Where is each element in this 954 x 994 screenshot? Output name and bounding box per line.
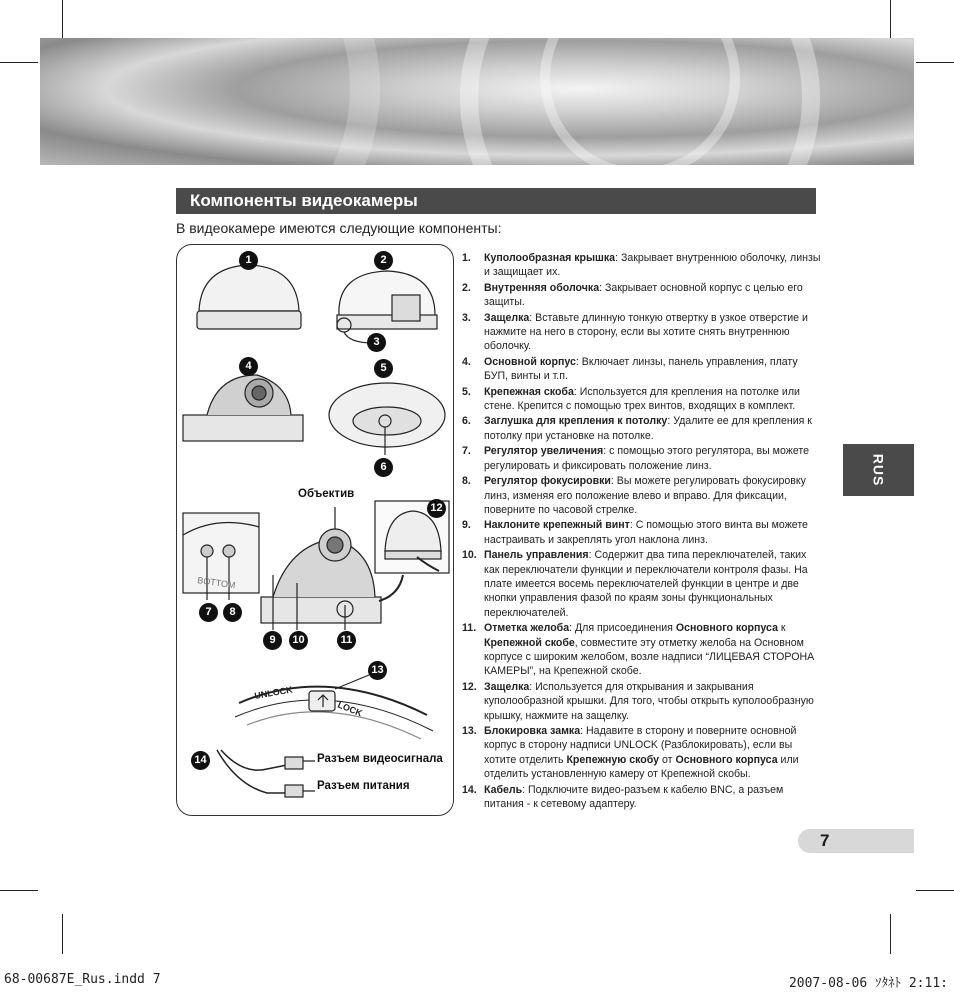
dome-cover-drawing: [199, 265, 299, 311]
main-body-drawing: [183, 415, 303, 441]
crop-mark: [0, 890, 38, 891]
badge-9: 9: [263, 631, 282, 650]
lens-label: Объектив: [298, 488, 355, 500]
list-item: 13. Блокировка замка: Надавите в сторону и поверните основной корпус в сторону надписи UNLOCK (Разблокировать), если вы хотите отделить Крепежную скобу от Основного корпуса или отделить установленную камеру от Крепежной скобы.: [462, 725, 799, 781]
badge-6: 6: [374, 458, 393, 477]
badge-3: 3: [367, 333, 386, 352]
badge-14: 14: [191, 751, 210, 770]
list-item: 7. Регулятор увеличения: с помощью этого регулятора, вы можете регулировать и фиксировать положение линз.: [462, 445, 809, 472]
crop-mark: [0, 62, 38, 63]
power-connector-label: Разъем питания: [317, 780, 410, 792]
footer-file-info: 68-00687E_Rus.indd 7: [4, 972, 161, 987]
page-number: 7: [798, 829, 914, 853]
badge-13: 13: [368, 661, 387, 680]
badge-8: 8: [223, 603, 242, 622]
list-item: 6. Заглушка для крепления к потолку: Удалите ее для крепления к потолку при установке на потолке.: [462, 415, 812, 442]
video-connector-label: Разъем видеосигнала: [317, 753, 443, 765]
list-item: 3. Защелка: Вставьте длинную тонкую отвертку в узкое отверстие и нажмите на него в сторону, если вы хотите снять внутреннюю оболочку.: [462, 311, 808, 353]
badge-10: 10: [289, 631, 308, 650]
crop-mark: [62, 0, 63, 38]
crop-mark: [62, 914, 63, 954]
camera-assembly-drawing: [261, 597, 381, 623]
list-item: 14. Кабель: Подключите видео-разъем к кабелю BNC, а разъем питания - к сетевому адаптеру.: [462, 783, 784, 811]
intro-text: В видеокамере имеются следующие компоненты:: [176, 220, 502, 236]
list-item: 12. Защелка: Используется для открывания и закрывания куполообразной крышки. Для того, чтобы открыть куполообразную крышку, нажмите на защелку.: [462, 680, 814, 722]
section-title: Компоненты видеокамеры: [176, 188, 816, 214]
header-banner-image: [40, 38, 914, 165]
list-item: 4. Основной корпус: Включает линзы, панель управления, плату БУП, винты и т.п.: [462, 355, 798, 383]
crop-mark: [916, 890, 954, 891]
bottom-text: BOTTOM: [196, 575, 237, 591]
list-item: 9. Наклоните крепежный винт: С помощью этого винта вы можете настраивать и закреплять угол наклона линз.: [462, 519, 808, 546]
badge-11: 11: [337, 631, 356, 650]
badge-1: 1: [239, 251, 258, 270]
list-item: 8. Регулятор фокусировки: Вы можете регулировать фокусировку линз, изменяя его положение влево и вправо. Для фиксации, поверните по часовой стрелке.: [462, 475, 806, 516]
list-item: 2. Внутренняя оболочка: Закрывает основной корпус с целью его защиты.: [462, 281, 803, 309]
crop-mark: [916, 62, 954, 63]
list-item: 11. Отметка желоба: Для присоединения Основного корпуса к Крепежной скобе, совместите эту отметку желоба на Основном корпусе с широким желобом, возле надписи “ЛИЦЕВАЯ СТОРОНА КАМЕРЫ”, на Крепежной скобе.: [462, 622, 815, 678]
badge-5: 5: [374, 359, 393, 378]
badge-12: 12: [427, 499, 446, 518]
unlock-text: UNLOCK: [253, 684, 294, 701]
list-item: 10. Панель управления: Содержит два типа переключателей, таких как переключатели функции и переключатели контроля фазы. На плате имеется восемь переключателей функции в центре и две кнопки управления фазой по краям зоны функциональных переключателей.: [462, 549, 808, 619]
crop-mark: [890, 914, 891, 954]
badge-2: 2: [374, 251, 393, 270]
components-list: [462, 251, 822, 812]
crop-mark: [890, 0, 891, 38]
components-illustration: [177, 245, 454, 816]
badge-4: 4: [239, 357, 258, 376]
lock-text: LOCK: [336, 699, 364, 719]
badge-7: 7: [199, 603, 218, 622]
list-item: 1. Куполообразная крышка: Закрывает внутреннюю оболочку, линзы и защищает их.: [462, 252, 821, 279]
footer-timestamp: 2007-08-06 ｿﾀﾈﾄ 2:11:: [788, 976, 948, 991]
list-item: 5. Крепежная скоба: Используется для крепления на потолке или стене. Крепится с помощью трех винтов, входящих в комплект.: [462, 385, 800, 413]
language-tab: RUS: [843, 444, 914, 496]
components-figure: [176, 244, 454, 816]
